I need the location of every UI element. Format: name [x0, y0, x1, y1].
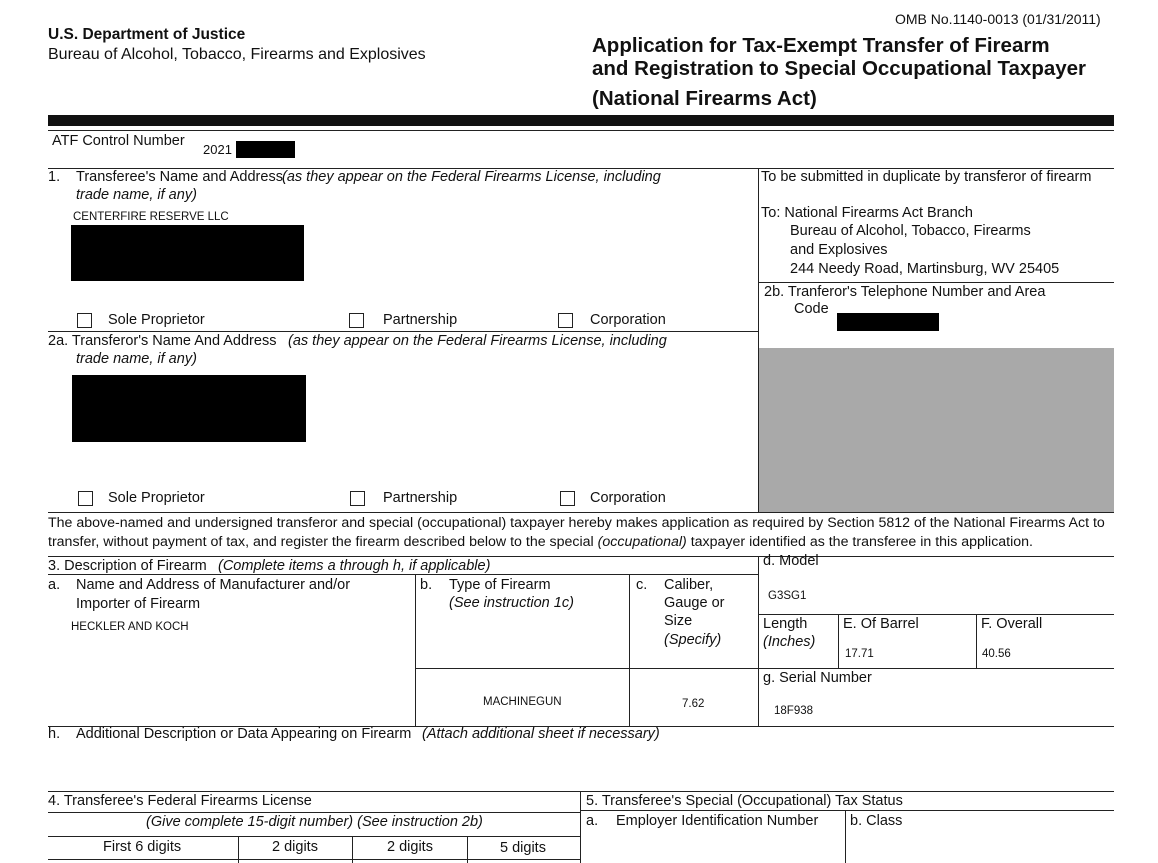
sole-proprietor-label: Sole Proprietor — [108, 312, 205, 328]
item2b-label2: Code — [794, 301, 829, 317]
column-divider — [415, 574, 416, 726]
item5a-letter: a. — [586, 813, 599, 829]
omb-number: OMB No.1140-0013 (01/31/2011) — [895, 11, 1101, 27]
item1-note: (as they appear on the Federal Firearms License, including — [282, 169, 661, 185]
corporation-label: Corporation — [590, 490, 666, 506]
item3b-letter: b. — [420, 577, 433, 593]
length-note: (Inches) — [763, 634, 816, 650]
item3b-label: Type of Firearm — [449, 577, 551, 593]
column-divider — [838, 614, 839, 668]
row-line — [758, 614, 1114, 615]
length-label: Length — [763, 616, 808, 632]
firearm-type-value[interactable]: MACHINEGUN — [483, 696, 562, 708]
serial-number-label: g. Serial Number — [763, 670, 872, 686]
item3c-label3: Size — [664, 613, 693, 629]
item3a-letter: a. — [48, 577, 61, 593]
item5b-label: b. Class — [850, 813, 903, 829]
submit-address-line2: and Explosives — [790, 242, 888, 258]
item3-label: 3. Description of Firearm — [48, 558, 207, 574]
item5a-label: Employer Identification Number — [616, 813, 819, 829]
corporation-label: Corporation — [590, 312, 666, 328]
item2b-label: 2b. Tranferor's Telephone Number and Area — [764, 284, 1046, 300]
column-divider — [758, 556, 759, 726]
corporation-checkbox[interactable] — [558, 313, 573, 328]
item4-label: 4. Transferee's Federal Firearms License — [48, 793, 312, 809]
item2a-note: (as they appear on the Federal Firearms License, including — [288, 333, 667, 349]
ffl-col-5digits: 5 digits — [500, 840, 546, 856]
item3h-label: Additional Description or Data Appearing on Firearm — [76, 726, 412, 742]
column-divider — [629, 574, 630, 726]
partnership-label: Partnership — [383, 312, 458, 328]
partnership-checkbox[interactable] — [349, 313, 364, 328]
row-line — [48, 836, 580, 837]
item3c-letter: c. — [636, 577, 648, 593]
row-line — [48, 512, 1114, 513]
overall-length-label: F. Overall — [981, 616, 1043, 632]
item3c-note: (Specify) — [664, 632, 722, 648]
ffl-col-2digits-a: 2 digits — [272, 839, 318, 855]
item4-note: (Give complete 15-digit number) (See instruction 2b) — [146, 814, 483, 830]
transferee-name-value[interactable]: CENTERFIRE RESERVE LLC — [73, 211, 229, 223]
item1-label: Transferee's Name and Address — [76, 169, 283, 185]
column-divider — [845, 810, 846, 863]
item5-label: 5. Transferee's Special (Occupational) Tax Status — [586, 793, 903, 809]
item3h-letter: h. — [48, 726, 61, 742]
statement-line1: The above-named and undersigned transferor and special (occupational) taxpayer hereby makes application as required by Section 5812 of the National Firearms Act to — [48, 515, 1105, 531]
sole-proprietor-checkbox[interactable] — [78, 491, 93, 506]
form-title-line3: (National Firearms Act) — [592, 87, 817, 110]
ffl-col-first6: First 6 digits — [103, 839, 182, 855]
partnership-checkbox[interactable] — [350, 491, 365, 506]
submit-to: To: National Firearms Act Branch — [761, 205, 973, 221]
item3c-label2: Gauge or — [664, 595, 725, 611]
form-title-line1: Application for Tax-Exempt Transfer of Firearm — [592, 34, 1050, 57]
item3a-label1: Name and Address of Manufacturer and/or — [76, 577, 351, 593]
row-line — [580, 810, 1114, 811]
item3-note: (Complete items a through h, if applicable) — [218, 558, 491, 574]
submit-address-line1: Bureau of Alcohol, Tobacco, Firearms — [790, 223, 1031, 239]
model-value[interactable]: G3SG1 — [768, 590, 807, 602]
atf-control-label: ATF Control Number — [52, 133, 185, 149]
row-line — [48, 556, 1114, 557]
item3h-note: (Attach additional sheet if necessary) — [422, 726, 660, 742]
item1-note2: trade name, if any) — [76, 187, 197, 203]
item3d-label: d. Model — [763, 553, 819, 569]
row-line — [48, 574, 758, 575]
redaction-block — [72, 375, 306, 442]
item3c-label1: Caliber, — [664, 577, 714, 593]
column-divider — [580, 791, 581, 863]
caliber-value[interactable]: 7.62 — [682, 698, 705, 710]
statement-line2: transfer, without payment of tax, and register the firearm described below to the special (occupational) taxpayer identified as the transferee in this application. — [48, 534, 1034, 550]
redaction-block — [236, 141, 295, 158]
atf-control-value: 2021 — [203, 142, 232, 157]
barrel-length-value[interactable]: 17.71 — [845, 648, 874, 660]
item3b-note: (See instruction 1c) — [449, 595, 574, 611]
department-name: U.S. Department of Justice — [48, 26, 246, 43]
serial-number-value[interactable]: 18F938 — [774, 705, 814, 717]
bureau-name: Bureau of Alcohol, Tobacco, Firearms and Explosives — [48, 46, 426, 63]
submit-instruction: To be submitted in duplicate by transferor of firearm — [761, 169, 1092, 185]
form-title-line2: and Registration to Special Occupational Taxpayer — [592, 57, 1087, 80]
header-thin-rule — [48, 130, 1114, 131]
overall-length-value[interactable]: 40.56 — [982, 648, 1011, 660]
column-divider — [976, 614, 977, 668]
ffl-col-2digits-b: 2 digits — [387, 839, 433, 855]
sole-proprietor-label: Sole Proprietor — [108, 490, 205, 506]
submit-address-line3: 244 Needy Road, Martinsburg, WV 25405 — [790, 261, 1060, 277]
header-rule — [48, 115, 1114, 126]
corporation-checkbox[interactable] — [560, 491, 575, 506]
item2a-label: 2a. Transferor's Name And Address — [48, 333, 277, 349]
row-line — [415, 668, 759, 669]
redaction-block — [837, 313, 939, 331]
item1-number: 1. — [48, 169, 61, 185]
barrel-length-label: E. Of Barrel — [843, 616, 919, 632]
row-line — [48, 859, 580, 860]
manufacturer-value[interactable]: HECKLER AND KOCH — [71, 621, 189, 633]
item2a-note2: trade name, if any) — [76, 351, 197, 367]
item3a-label2: Importer of Firearm — [76, 596, 201, 612]
shaded-area — [759, 348, 1114, 512]
partnership-label: Partnership — [383, 490, 458, 506]
sole-proprietor-checkbox[interactable] — [77, 313, 92, 328]
redaction-block — [71, 225, 304, 281]
